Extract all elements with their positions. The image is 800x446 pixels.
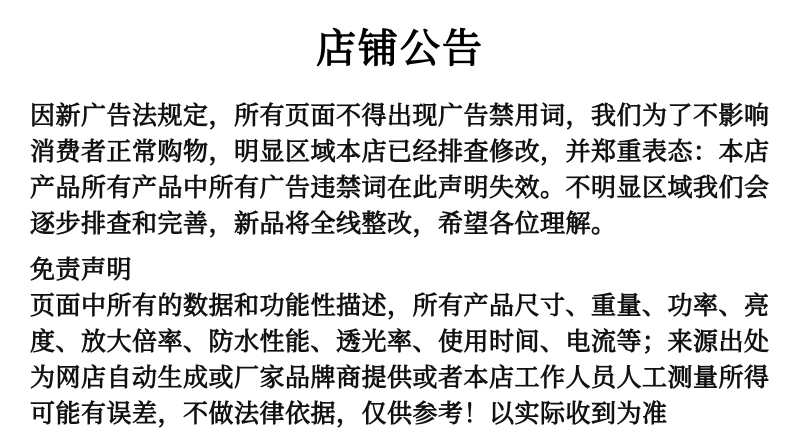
disclaimer-heading: 免责声明 bbox=[30, 256, 133, 284]
disclaimer-paragraph: 页面中所有的数据和功能性描述，所有产品尺寸、重量、功率、亮度、放大倍率、防水性能、透光率、使用时间、电流等；来源出处为网店自动生成或厂家品牌商提供或者本店工作人员人工测量所得可能有误差，不做法律依据，仅供参考！以实际收到为准 bbox=[30, 292, 770, 428]
page-title: 店铺公告 bbox=[316, 27, 484, 71]
announcement-paragraph: 因新广告法规定，所有页面不得出现广告禁用词，我们为了不影响消费者正常购物，明显区域本店已经排查修改，并郑重表态：本店产品所有产品中所有广告违禁词在此声明失效。不明显区域我们会逐步排查和完善，新品将全线整改，希望各位理解。 bbox=[30, 102, 770, 238]
